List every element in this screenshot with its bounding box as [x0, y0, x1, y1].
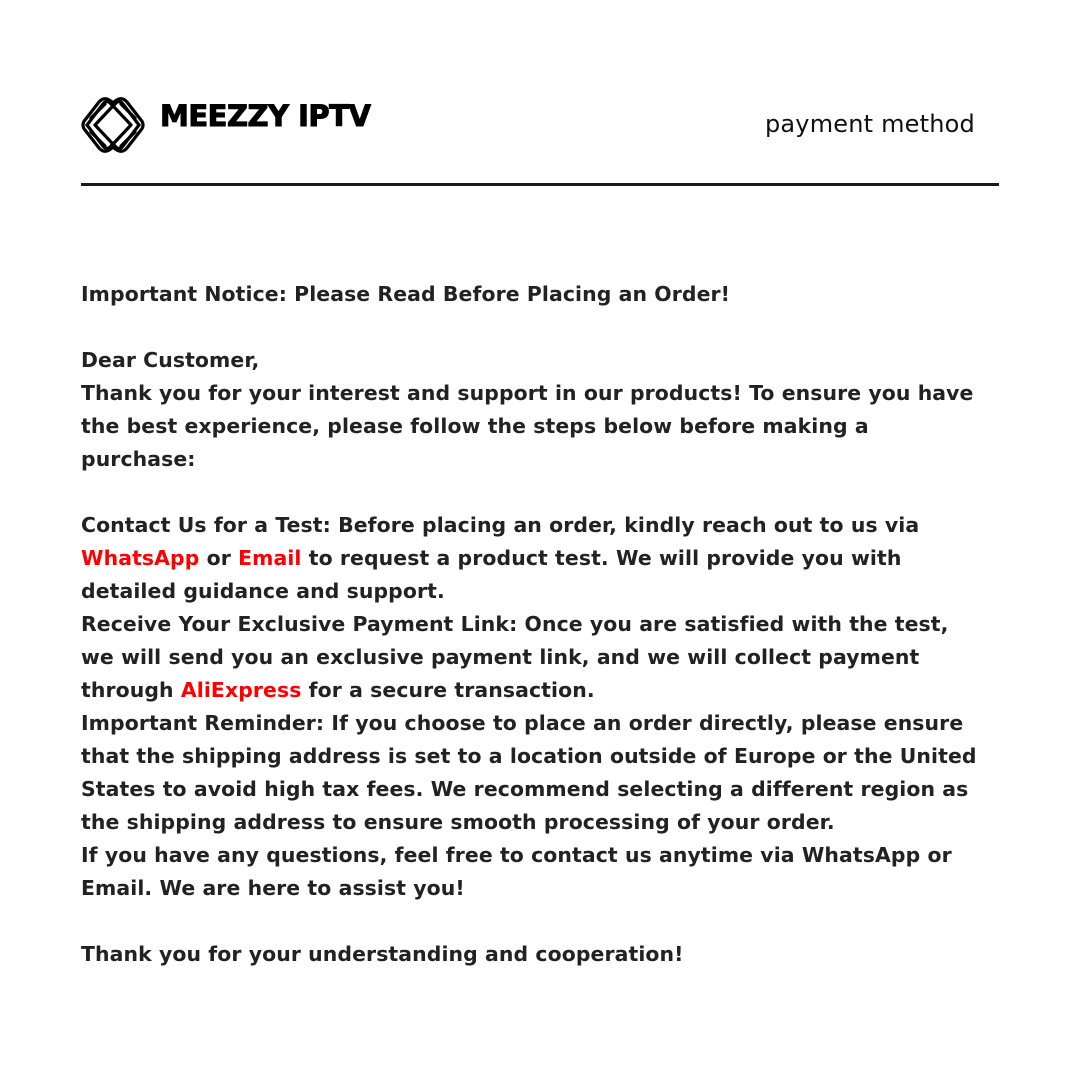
- step1-text: or: [199, 546, 239, 570]
- step2-line: Receive Your Exclusive Payment Link: Once you are satisfied with the test,: [81, 612, 949, 636]
- step1-line: detailed guidance and support.: [81, 579, 445, 603]
- contact-line: If you have any questions, feel free to contact us anytime via WhatsApp or: [81, 843, 952, 867]
- header-divider: [81, 183, 999, 186]
- step2-line: [81, 674, 1011, 707]
- brand-name: MEEZZY IPTV: [160, 99, 371, 133]
- notice-title: Important Notice: Please Read Before Placing an Order!: [81, 282, 731, 306]
- intro-line: Thank you for your interest and support in our products! To ensure you have: [81, 381, 974, 405]
- step1-line: Contact Us for a Test: Before placing an order, kindly reach out to us via: [81, 513, 920, 537]
- step1-line: [81, 542, 1011, 575]
- page-header: [81, 96, 999, 156]
- intro-line: purchase:: [81, 447, 196, 471]
- notice-body: [81, 278, 1011, 971]
- intro-line: the best experience, please follow the steps below before making a: [81, 414, 869, 438]
- spacer: [81, 311, 1011, 344]
- spacer: [81, 905, 1011, 938]
- step1-text: to request a product test. We will provide you with: [301, 546, 902, 570]
- email-link[interactable]: Email: [238, 546, 302, 570]
- page-label: payment method: [764, 110, 975, 138]
- step3-line: the shipping address to ensure smooth processing of your order.: [81, 810, 835, 834]
- step3-line: that the shipping address is set to a location outside of Europe or the United: [81, 744, 977, 768]
- brand-logo: [81, 96, 370, 154]
- step2-text: through: [81, 678, 181, 702]
- contact-line: Email. We are here to assist you!: [81, 876, 465, 900]
- step3-line: Important Reminder: If you choose to place an order directly, please ensure: [81, 711, 964, 735]
- closing-line: Thank you for your understanding and cooperation!: [81, 942, 684, 966]
- step2-line: we will send you an exclusive payment link, and we will collect payment: [81, 645, 920, 669]
- step2-text: for a secure transaction.: [301, 678, 595, 702]
- greeting: Dear Customer,: [81, 348, 260, 372]
- step3-line: States to avoid high tax fees. We recommend selecting a different region as: [81, 777, 969, 801]
- interlocking-diamond-logo-icon: [81, 96, 145, 154]
- spacer: [81, 476, 1011, 509]
- aliexpress-link[interactable]: AliExpress: [180, 678, 302, 702]
- whatsapp-link[interactable]: WhatsApp: [81, 546, 200, 570]
